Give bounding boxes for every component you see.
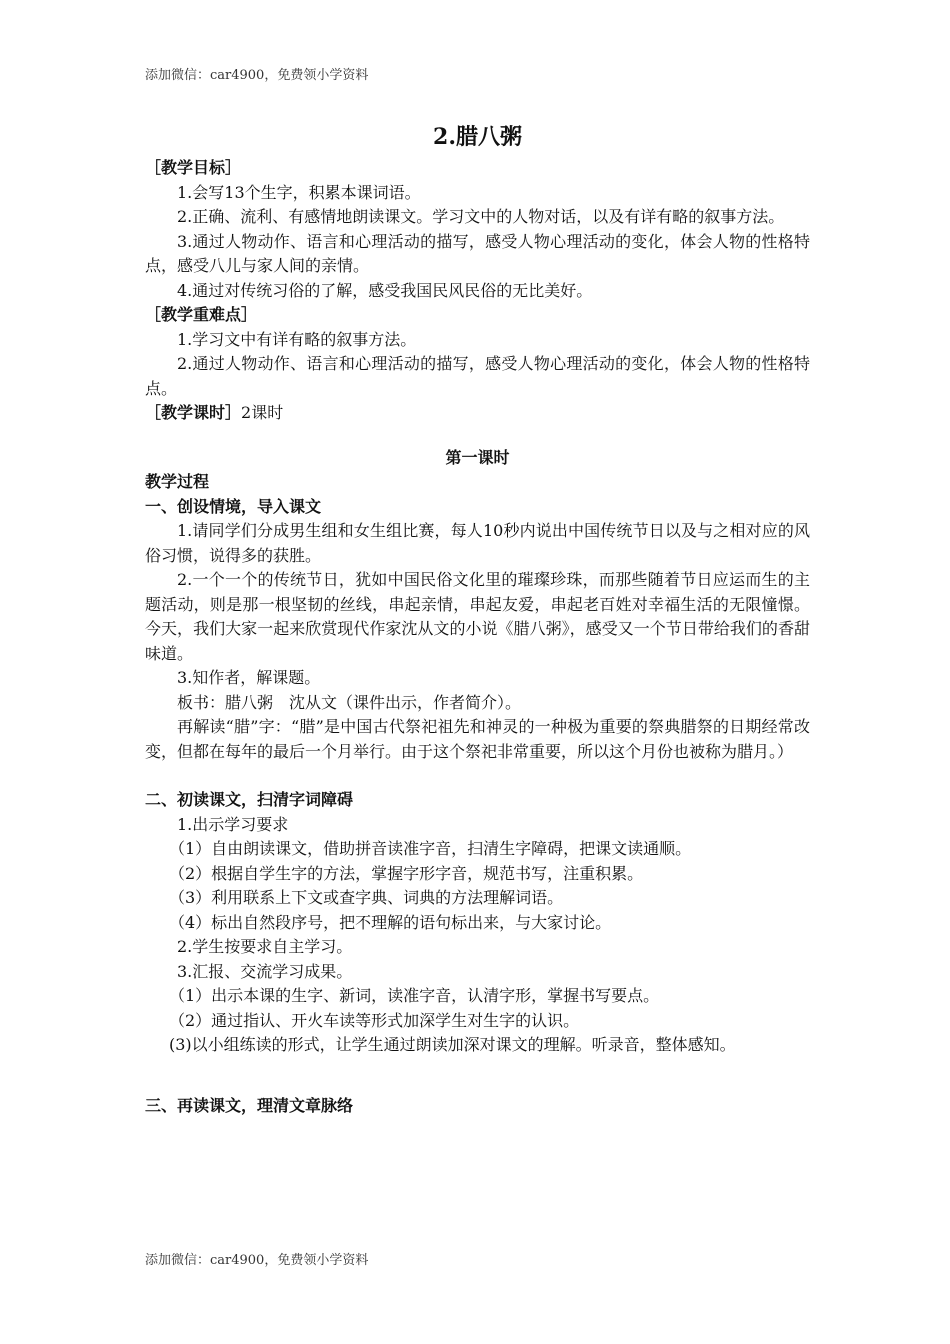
- section2-item: 1.出示学习要求: [177, 814, 289, 834]
- periods-line: [145, 401, 810, 426]
- key-point-item: 2.通过人物动作、语言和心理活动的描写，感受人物心理活动的变化，体会人物的性格特点。: [145, 354, 810, 398]
- section2-item: （1）自由朗读课文，借助拼音读准字音，扫清生字障碍，把课文读通顺。: [169, 839, 692, 858]
- section2-heading: 二、初读课文，扫清字词障碍: [145, 790, 354, 809]
- periods-value: 2课时: [241, 403, 284, 422]
- section1-item: 2.一个一个的传统节日，犹如中国民俗文化里的璀璨珍珠，而那些随着节日应运而生的主题活动，则是那一根坚韧的丝线，串起亲情，串起友爱，串起老百姓对幸福生活的无限憧憬。今天，我们大家一起来欣赏现代作家沈从文的小说《腊八粥》，感受又一个节日带给我们的香甜味道。: [145, 570, 810, 663]
- page-header: 添加微信：car4900，免费领小学资料: [145, 68, 369, 83]
- section1-item: 3.知作者，解课题。: [177, 668, 321, 687]
- section2-item: （3）利用联系上下文或查字典、词典的方法理解词语。: [169, 888, 564, 907]
- objective-item: 3.通过人物动作、语言和心理活动的描写，感受人物心理活动的变化，体会人物的性格特点，感受八儿与家人间的亲情。: [145, 231, 810, 275]
- section2-item: （1）出示本课的生字、新词，读准字音，认清字形，掌握书写要点。: [169, 986, 660, 1005]
- section2-item: （2）根据自学生字的方法，掌握字形字音，规范书写，注重积累。: [169, 863, 644, 883]
- section1-heading: 一、创设情境，导入课文: [145, 496, 322, 516]
- objective-item: 2.正确、流利、有感情地朗读课文。学习文中的人物对话，以及有详有略的叙事方法。: [177, 207, 785, 226]
- lesson-title: 第一课时: [445, 447, 510, 467]
- section2-item: (3)以小组练读的形式，让学生通过朗读加深对课文的理解。听录音，整体感知。: [169, 1035, 736, 1054]
- objectives-heading: ［教学目标］: [145, 158, 242, 177]
- section1-item: 板书：腊八粥 沈从文（课件出示，作者简介）。: [177, 692, 522, 712]
- periods-heading: ［教学课时］: [145, 403, 242, 422]
- key-points-heading: ［教学重难点］: [145, 305, 258, 324]
- section2-item: 3.汇报、交流学习成果。: [177, 961, 353, 981]
- objective-item: 4.通过对传统习俗的了解，感受我国民风民俗的无比美好。: [177, 280, 593, 300]
- section1-item: 1.请同学们分成男生组和女生组比赛，每人10秒内说出中国传统节日以及与之相对应的风俗习惯，说得多的获胜。: [145, 521, 810, 565]
- section3-heading: 三、再读课文，理清文章脉络: [145, 1095, 354, 1115]
- document-body: [145, 118, 810, 1118]
- section1-item: 再解读“腊”字：“腊”是中国古代祭祀祖先和神灵的一种极为重要的祭典腊祭的日期经常改变，但都在每年的最后一个月举行。由于这个祭祀非常重要，所以这个月份也被称为腊月。）: [145, 717, 810, 761]
- key-point-item: 1.学习文中有详有略的叙事方法。: [177, 329, 417, 349]
- objective-item: 1.会写13个生字，积累本课词语。: [177, 182, 421, 202]
- section2-item: （4）标出自然段序号，把不理解的语句标出来，与大家讨论。: [169, 912, 612, 932]
- section2-item: 2.学生按要求自主学习。: [177, 937, 353, 956]
- page-footer: 添加微信：car4900，免费领小学资料: [145, 1253, 369, 1268]
- document-title: 2.腊八粥: [433, 124, 522, 150]
- section2-item: （2）通过指认、开火车读等形式加深学生对生字的认识。: [169, 1010, 580, 1030]
- process-heading: 教学过程: [145, 472, 210, 491]
